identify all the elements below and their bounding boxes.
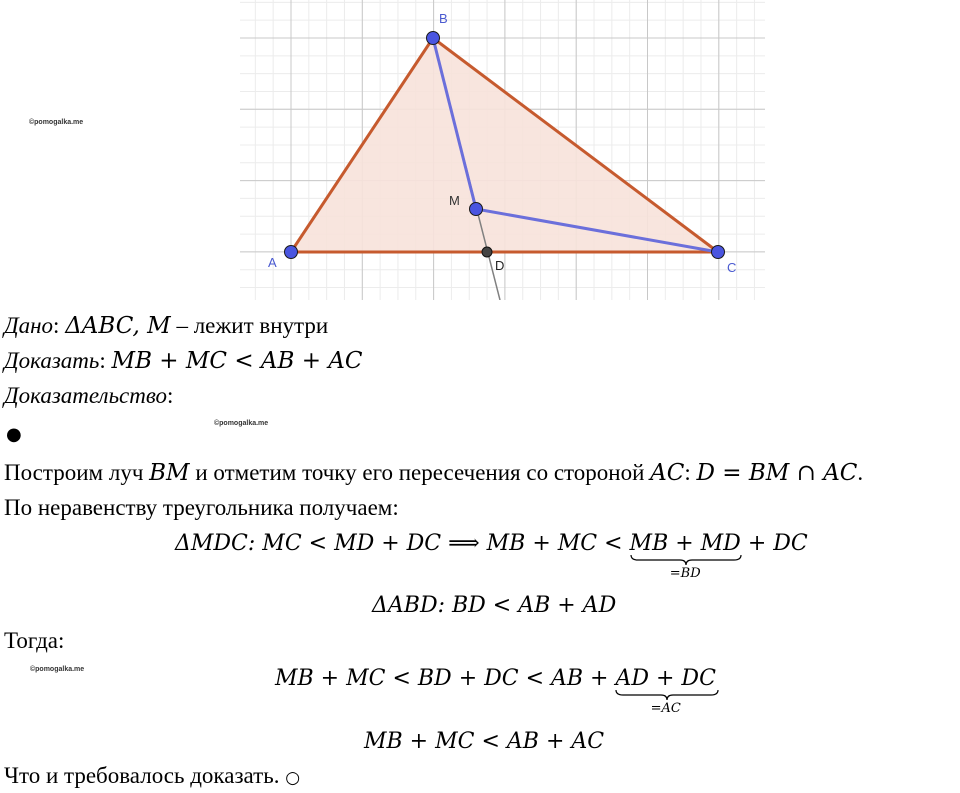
bullet: ● — [6, 424, 22, 445]
point-m — [470, 203, 483, 216]
prove-line — [4, 347, 363, 375]
line1-f: D = BM ∩ AC — [696, 460, 858, 486]
point-a — [285, 246, 298, 259]
given-line — [4, 312, 328, 340]
eq3-braced: AD + DC — [615, 666, 716, 691]
prove-math: MB + MC < AB + AC — [111, 348, 363, 374]
proof-colon: : — [167, 383, 174, 408]
eq1-left: ΔMDC: MC < MD + DC ⟹ MB + MC < — [175, 531, 630, 556]
label-b: B — [439, 11, 448, 26]
conclusion-text: Что и требовалось доказать. — [4, 763, 280, 788]
equation-3 — [275, 665, 716, 716]
construction-line — [4, 459, 863, 487]
point-c — [712, 246, 725, 259]
eq1-braced: MB + MD — [629, 531, 741, 556]
eq3-left: MB + MC < BD + DC < AB + — [275, 666, 616, 691]
line1-b: BM — [149, 460, 190, 486]
equation-1 — [175, 530, 808, 581]
line1-c: и отметим точку его пересечения со стороной — [189, 460, 651, 485]
line1-e: : — [684, 460, 697, 485]
eq1-braced-group — [629, 530, 741, 581]
conclusion-line — [4, 762, 300, 792]
eq1-under: =BD — [669, 566, 701, 581]
then-line: Тогда: — [4, 628, 65, 653]
label-c: C — [727, 260, 737, 275]
equation-4: MB + MC < AB + AC — [364, 729, 605, 754]
proof-label: Доказательство — [4, 383, 168, 408]
given-colon: : — [53, 313, 60, 338]
given-label: Дано — [4, 313, 54, 338]
triangle-inequality-line: По неравенству треугольника получаем: — [4, 495, 399, 520]
watermark-2: ©pomogalka.me — [214, 420, 269, 427]
line1-g: . — [857, 460, 864, 485]
prove-label: Доказать — [4, 348, 100, 373]
point-b — [427, 32, 440, 45]
proof-heading — [4, 382, 173, 410]
watermark-1: ©pomogalka.me — [29, 119, 84, 126]
given-math: ΔABC, M — [65, 313, 171, 339]
equation-2: ΔABD: BD < AB + AD — [372, 593, 617, 618]
label-m: M — [449, 193, 460, 208]
line1-d: AC — [650, 460, 685, 486]
given-rest: – лежит внутри — [170, 313, 329, 338]
prove-colon: : — [99, 348, 106, 373]
triangle-figure — [0, 0, 960, 300]
watermark-3: ©pomogalka.me — [30, 666, 85, 673]
point-d — [482, 247, 492, 257]
eq1-right: + DC — [740, 531, 808, 556]
eq3-under: =AC — [650, 701, 681, 716]
label-a: A — [268, 255, 277, 270]
qed-mark: ○ — [285, 768, 301, 788]
label-d: D — [495, 258, 505, 273]
line1-a: Построим луч — [4, 460, 150, 485]
eq3-braced-group — [615, 665, 716, 716]
